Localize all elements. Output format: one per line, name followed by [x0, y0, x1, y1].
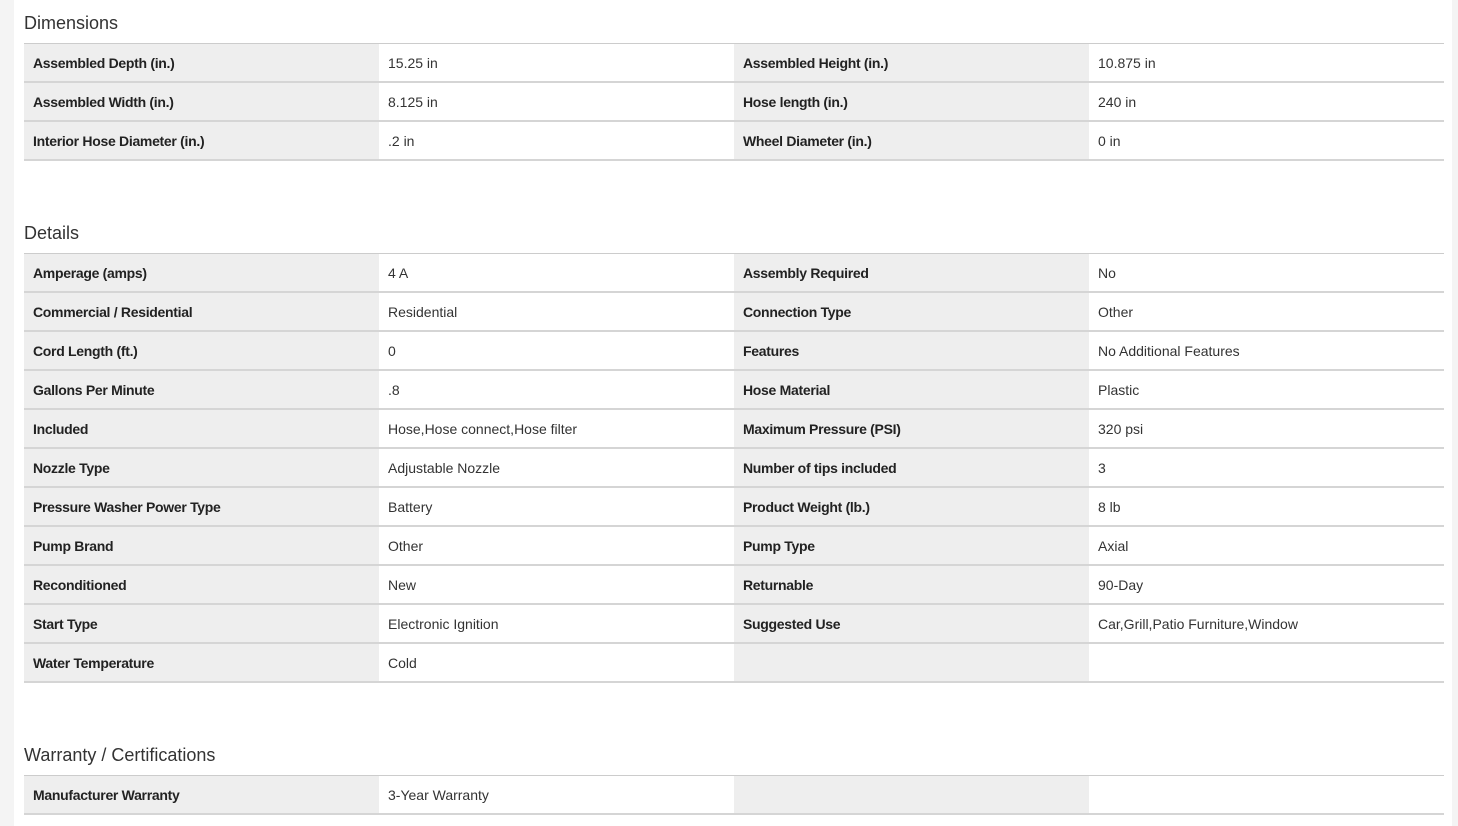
spec-row — [24, 776, 1444, 815]
spec-label: Pump Type — [734, 527, 1089, 564]
spec-label — [734, 776, 1089, 813]
spec-value: Axial — [1089, 527, 1444, 564]
spec-row — [24, 566, 1444, 605]
spec-value: .2 in — [379, 122, 734, 159]
spec-label: Cord Length (ft.) — [24, 332, 379, 369]
spec-label: Reconditioned — [24, 566, 379, 603]
spec-value: 240 in — [1089, 83, 1444, 120]
section-title: Dimensions — [24, 0, 1444, 44]
spec-label — [734, 644, 1089, 681]
spec-value: Electronic Ignition — [379, 605, 734, 642]
spec-row — [24, 449, 1444, 488]
spec-label: Commercial / Residential — [24, 293, 379, 330]
spec-label: Water Temperature — [24, 644, 379, 681]
spec-row — [24, 83, 1444, 122]
spec-value: .8 — [379, 371, 734, 408]
spec-value: 3-Year Warranty — [379, 776, 734, 813]
spec-value: No — [1089, 254, 1444, 291]
spec-label: Features — [734, 332, 1089, 369]
spec-label: Number of tips included — [734, 449, 1089, 486]
spec-label: Assembled Height (in.) — [734, 44, 1089, 81]
spec-label: Maximum Pressure (PSI) — [734, 410, 1089, 447]
spec-label: Connection Type — [734, 293, 1089, 330]
section-title: Details — [24, 210, 1444, 254]
spec-label: Hose Material — [734, 371, 1089, 408]
spec-row — [24, 44, 1444, 83]
spec-value: New — [379, 566, 734, 603]
spec-label: Amperage (amps) — [24, 254, 379, 291]
spec-value: Cold — [379, 644, 734, 681]
spec-label: Start Type — [24, 605, 379, 642]
spec-value: No Additional Features — [1089, 332, 1444, 369]
spec-row — [24, 293, 1444, 332]
spec-label: Interior Hose Diameter (in.) — [24, 122, 379, 159]
spec-label: Hose length (in.) — [734, 83, 1089, 120]
spec-label: Wheel Diameter (in.) — [734, 122, 1089, 159]
spec-value: Battery — [379, 488, 734, 525]
spec-label: Assembly Required — [734, 254, 1089, 291]
spec-value: 4 A — [379, 254, 734, 291]
spec-value: 0 in — [1089, 122, 1444, 159]
spec-label: Pressure Washer Power Type — [24, 488, 379, 525]
spec-label: Returnable — [734, 566, 1089, 603]
spec-value: 90-Day — [1089, 566, 1444, 603]
specifications-panel — [14, 0, 1452, 826]
spec-value: 8 lb — [1089, 488, 1444, 525]
spec-row — [24, 122, 1444, 161]
spec-label: Nozzle Type — [24, 449, 379, 486]
spec-label: Manufacturer Warranty — [24, 776, 379, 813]
spec-label: Suggested Use — [734, 605, 1089, 642]
spec-value: 8.125 in — [379, 83, 734, 120]
spec-value: 0 — [379, 332, 734, 369]
spec-value: 320 psi — [1089, 410, 1444, 447]
spec-value: Plastic — [1089, 371, 1444, 408]
spec-value: Hose,Hose connect,Hose filter — [379, 410, 734, 447]
spec-label: Product Weight (lb.) — [734, 488, 1089, 525]
spec-value: Car,Grill,Patio Furniture,Window — [1089, 605, 1444, 642]
spec-value: 3 — [1089, 449, 1444, 486]
spec-row — [24, 605, 1444, 644]
spec-row — [24, 644, 1444, 683]
spec-value: 15.25 in — [379, 44, 734, 81]
section-dimensions — [24, 0, 1444, 161]
spec-row — [24, 254, 1444, 293]
spec-value: 10.875 in — [1089, 44, 1444, 81]
spec-label: Pump Brand — [24, 527, 379, 564]
spec-row — [24, 332, 1444, 371]
spec-row — [24, 527, 1444, 566]
spec-value: Other — [379, 527, 734, 564]
spec-label: Gallons Per Minute — [24, 371, 379, 408]
spec-value — [1089, 644, 1444, 681]
spec-value: Residential — [379, 293, 734, 330]
spec-label: Assembled Width (in.) — [24, 83, 379, 120]
spec-row — [24, 488, 1444, 527]
spec-row — [24, 371, 1444, 410]
spec-value: Adjustable Nozzle — [379, 449, 734, 486]
spec-label: Included — [24, 410, 379, 447]
spec-row — [24, 410, 1444, 449]
section-details — [24, 210, 1444, 683]
spec-value — [1089, 776, 1444, 813]
section-title: Warranty / Certifications — [24, 732, 1444, 776]
spec-label: Assembled Depth (in.) — [24, 44, 379, 81]
spec-value: Other — [1089, 293, 1444, 330]
section-warranty-certifications — [24, 732, 1444, 815]
